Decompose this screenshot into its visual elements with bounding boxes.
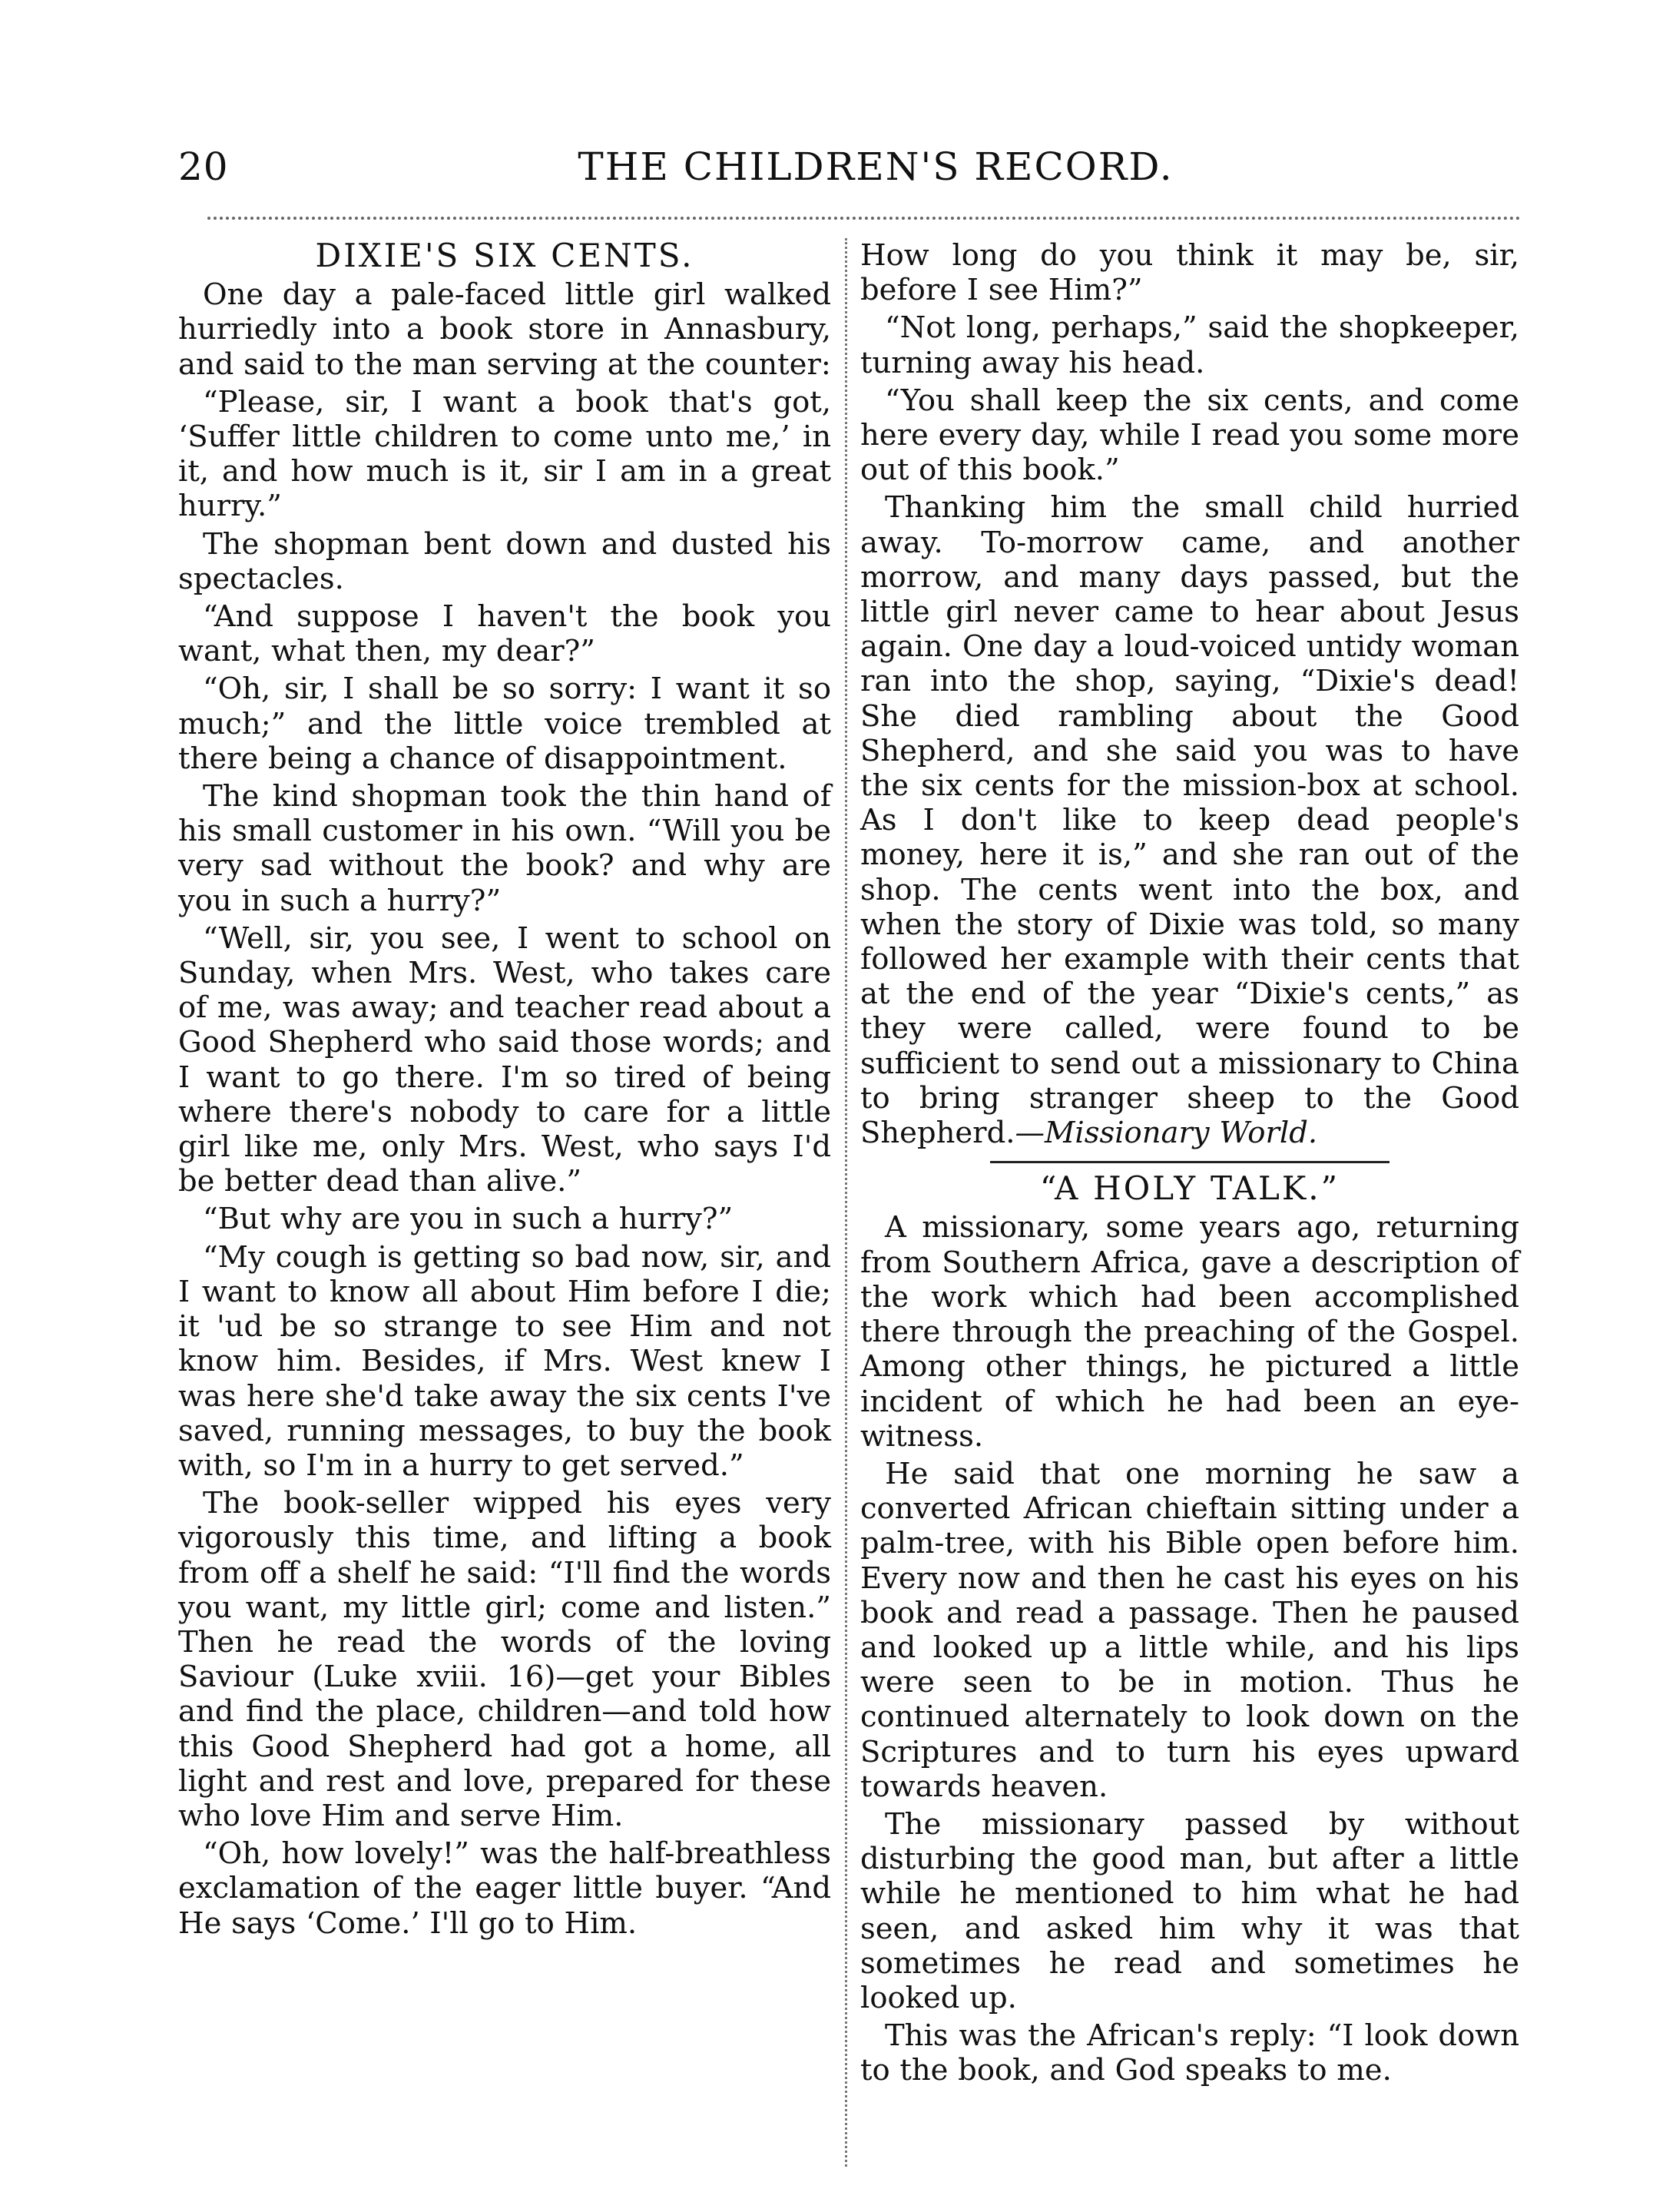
paragraph-continued: How long do you think it may be, sir, before I see Him?” [860, 238, 1519, 308]
paragraph: “But why are you in such a hurry?” [203, 1202, 734, 1237]
column-divider [845, 238, 847, 2167]
source-credit: —Missionary World. [1015, 1116, 1318, 1151]
paragraph: “And suppose I haven't the book you want, what then, my dear?” [178, 599, 831, 669]
left-column [178, 238, 831, 1944]
paragraph: “Not long, perhaps,” said the shopkeeper, turning away his head. [860, 310, 1519, 380]
page-header [0, 0, 1676, 230]
paragraph: “Oh, how lovely!” was the half-breathless exclamation of the eager little buyer. “And He says ‘Come.’ I'll go to Him. [178, 1836, 831, 1941]
paragraph: “Please, sir, I want a book that's got, ‘Suffer little children to come unto me,’ in it, and how much is it, sir I am in a great hurry.” [178, 384, 831, 524]
paragraph: The book-seller wipped his eyes very vigorously this time, and lifting a book from off a shelf he said: “I'll find the words you want, my little girl; come and listen.” Then he read the words of the loving Saviour (Luke xviii. 16)—get your Bibles and find the place, children—and told how this Good Shepherd had got a home, all light and rest and love, prepared for these who love Him and serve Him. [178, 1486, 831, 1833]
paragraph [860, 490, 1519, 1150]
section-rule [990, 1161, 1389, 1163]
paragraph: A missionary, some years ago, returning from Southern Africa, gave a description of the work which had been accomplished there through the preaching of the Gospel. Among other things, he pictured a little incident of which he had been an eye-witness. [860, 1210, 1519, 1454]
paragraph-text: Thanking him the small child hurried away. To-morrow came, and another morrow, and many days passed, but the little girl never came to hear about Jesus again. One day a loud-voiced untidy woman ran into the shop, saying, “Dixie's dead! She died rambling about the Good Shepherd, and she said you was to have the six cents for the mission-box at school. As I don't like to keep dead people's money, here it is,” and she ran out of the shop. The cents went into the box, and when the story of Dixie was told, so many followed her example with their cents that at the end of the year “Dixie's cents,” as they were called, were found to be sufficient to send out a missionary to China to bring stranger sheep to the Good Shepherd. [860, 490, 1519, 1151]
paragraph: The shopman bent down and dusted his spectacles. [178, 526, 831, 596]
header-rule [207, 217, 1521, 220]
paragraph: The kind shopman took the thin hand of his small customer in his own. “Will you be very sad without the book? and why are you in such a hurry?” [178, 779, 831, 918]
paragraph: “My cough is getting so bad now, sir, and I want to know all about Him before I die; it 'ud be so strange to see Him and not know him. Besides, if Mrs. West knew I was here she'd take away the six cents I've saved, running messages, to buy the book with, so I'm in a hurry to get served.” [178, 1239, 831, 1483]
paragraph: One day a pale-faced little girl walked hurriedly into a book store in Annasbury, and said to the man serving at the counter: [178, 277, 831, 382]
right-column [860, 238, 1519, 2091]
running-title: THE CHILDREN'S RECORD. [578, 144, 1174, 189]
paragraph: This was the African's reply: “I look down to the book, and God speaks to me. [860, 2018, 1519, 2088]
paragraph: “You shall keep the six cents, and come here every day, while I read you some more out of this book.” [860, 383, 1519, 488]
paragraph: The missionary passed by without disturbing the good man, but after a little while he mentioned to him what he had seen, and asked him why it was that sometimes he read and sometimes he looked up. [860, 1806, 1519, 2015]
page-number: 20 [178, 144, 229, 189]
article-title: “A HOLY TALK.” [1039, 1169, 1340, 1208]
paragraph: “Well, sir, you see, I went to school on Sunday, when Mrs. West, who takes care of me, was away; and teacher read about a Good Shepherd who said those words; and I want to go there. I'm so tired of being where there's nobody to care for a little girl like me, only Mrs. West, who says I'd be better dead than alive.” [178, 920, 831, 1199]
paragraph: “Oh, sir, I shall be so sorry: I want it so much;” and the little voice trembled at there being a chance of disappointment. [178, 672, 831, 776]
article-title: DIXIE'S SIX CENTS. [315, 237, 694, 274]
paragraph: He said that one morning he saw a converted African chieftain sitting under a palm-tree, with his Bible open before him. Every now and then he cast his eyes on his book and read a passage. Then he paused and looked up a little while, and his lips were seen to be in motion. Thus he continued alternately to look down on the Scriptures and to turn his eyes upward towards heaven. [860, 1456, 1519, 1804]
